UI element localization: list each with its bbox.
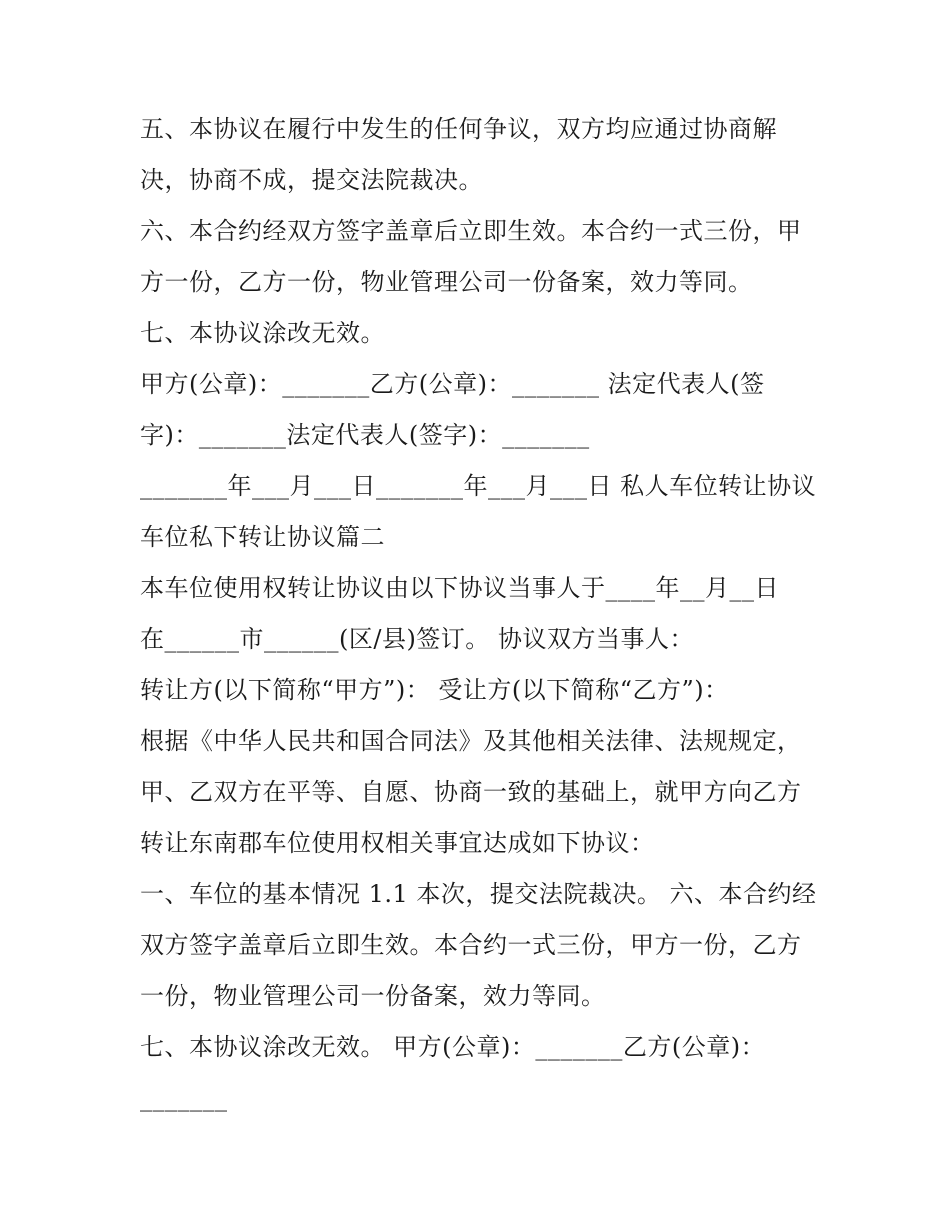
final-blank-line: _______: [140, 1084, 228, 1112]
basis-line-2: 甲、乙双方在平等、自愿、协商一致的基础上，就甲方向乙方: [140, 778, 802, 806]
intro-line-1: 本车位使用权转让协议由以下协议当事人于____年__月__日: [140, 574, 779, 602]
section-heading: 车位私下转让协议篇二: [140, 523, 385, 551]
clause-7-line: 七、本协议涂改无效。: [140, 319, 385, 347]
document-body: [140, 104, 820, 1124]
clause-6-line-2: 方一份，乙方一份，物业管理公司一份备案，效力等同。: [140, 268, 753, 296]
basis-line-3: 转让东南郡车位使用权相关事宜达成如下协议：: [140, 829, 655, 857]
clause-1-line-1: 一、车位的基本情况 1.1 本次，提交法院裁决。 六、本合约经: [140, 880, 817, 908]
parties-line: 转让方(以下简称“甲方”)： 受让方(以下简称“乙方”)：: [140, 676, 729, 704]
clause-5-line-1: 五、本协议在履行中发生的任何争议，双方均应通过协商解: [140, 115, 777, 143]
clause-1-line-3: 一份，物业管理公司一份备案，效力等同。: [140, 982, 606, 1010]
basis-line-1: 根据《中华人民共和国合同法》及其他相关法律、法规规定，: [140, 727, 802, 755]
date-line: _______年___月___日_______年___月___日 私人车位转让协议: [140, 472, 817, 500]
clause-5-line-2: 决，协商不成，提交法院裁决。: [140, 166, 483, 194]
signature-line-2: 字)：_______法定代表人(签字)：_______: [140, 421, 590, 449]
clause-1-line-2: 双方签字盖章后立即生效。本合约一式三份，甲方一份，乙方: [140, 931, 802, 959]
final-clause-line: 七、本协议涂改无效。 甲方(公章)：_______乙方(公章)：: [140, 1033, 766, 1061]
clause-6-line-1: 六、本合约经双方签字盖章后立即生效。本合约一式三份，甲: [140, 217, 802, 245]
signature-line-1: 甲方(公章)：_______乙方(公章)：_______ 法定代表人(签: [140, 370, 765, 398]
intro-line-2: 在______市______(区/县)签订。 协议双方当事人：: [140, 625, 694, 653]
